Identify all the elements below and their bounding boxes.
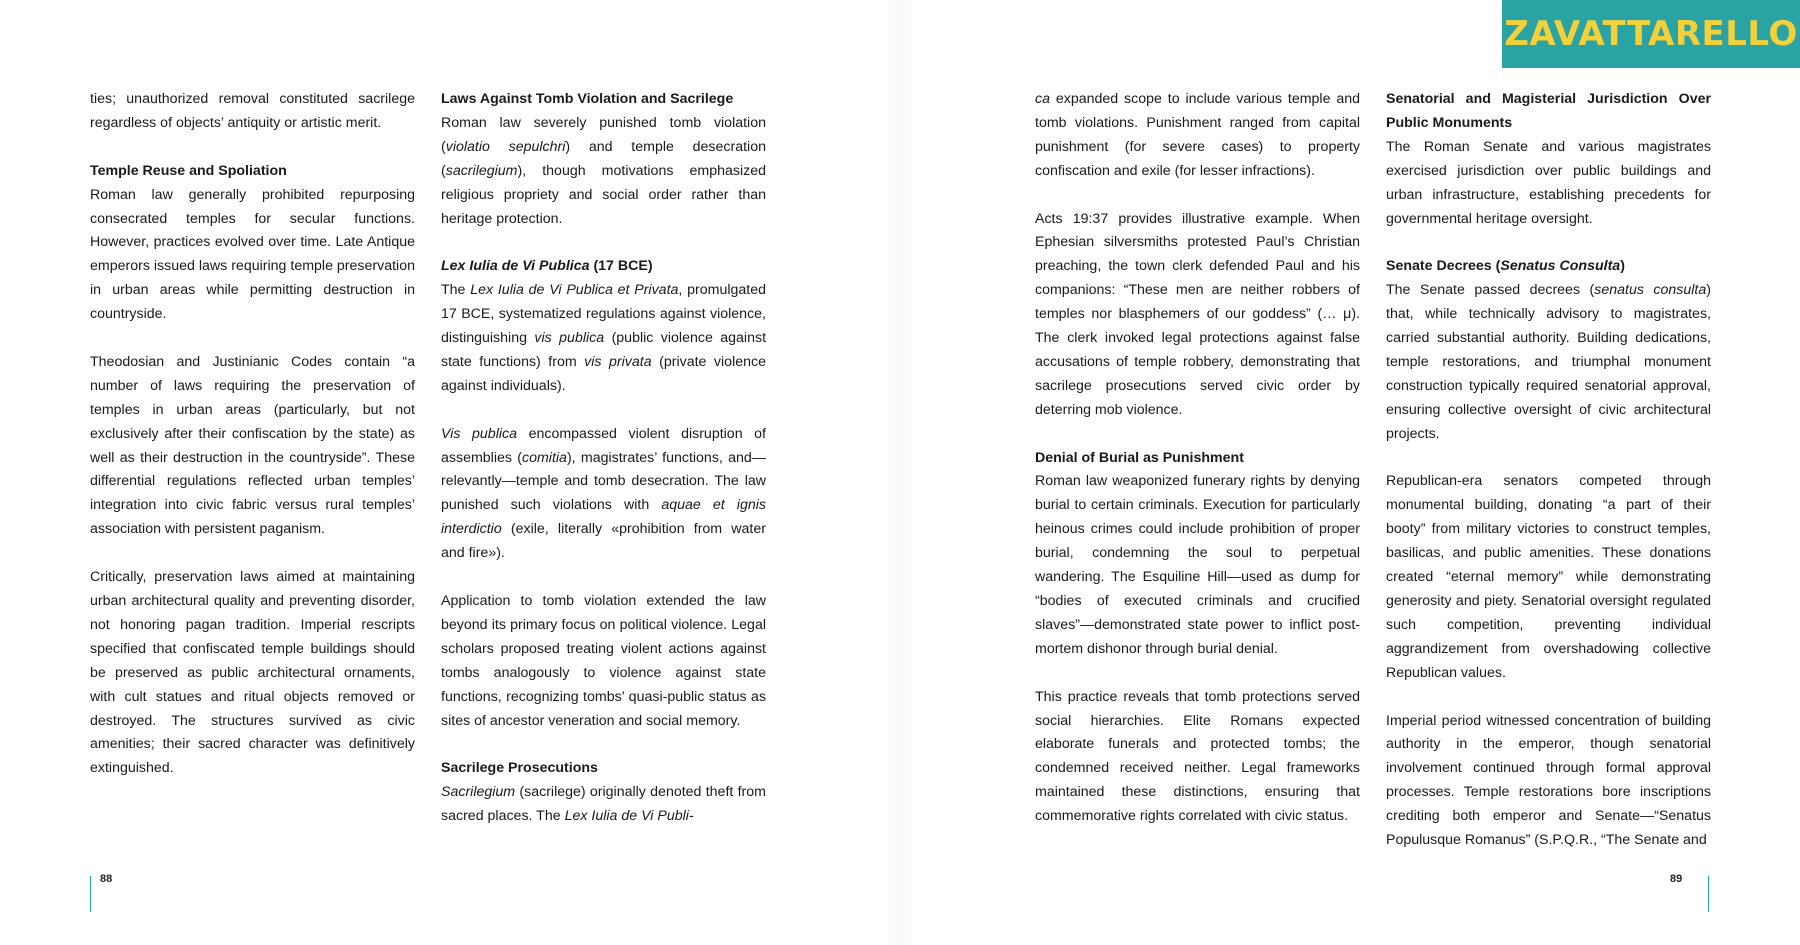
section-heading: Lex Iulia de Vi Publica (17 BCE) (441, 258, 653, 275)
section-heading: Senatorial and Magisterial Jurisdiction Over Public Monuments (1386, 91, 1711, 131)
paragraph: ties; unauthorized removal constituted sacrilege regardless of objects’ antiquity or artistic merit. (90, 91, 415, 131)
paragraph: Critically, preservation laws aimed at maintaining urban architectural quality and preventing disorder, not honoring pagan tradition. Imperial rescripts specified that confiscated temple buildings should be preserved as public architectural ornaments, with cult statues and ritual objects removed or destroyed. The structures survived as civic amenities; their sacred character was definitively extinguished. (90, 569, 415, 777)
paragraph: Imperial period witnessed concentration of building authority in the emperor, though senatorial involvement continued through formal approval processes. Temple restorations bore inscriptions crediting both emperor and Senate—“Senatus Populusque Romanus” (S.P.Q.R., “The Senate and (1386, 712, 1711, 849)
paragraph: Application to tomb violation extended the law beyond its primary focus on political violence. Legal scholars proposed treating violent actions against tombs analogously to violence against state functions, recognizing tombs’ quasi-public status as sites of ancestor veneration and social memory. (441, 592, 766, 729)
paragraph: Republican-era senators competed through monumental building, donating “a part of their booty” from military victories to construct temples, basilicas, and public amenities. These donations created “eternal memory” while demonstrating generosity and piety. Senatorial oversight regulated such competition, preventing individual aggrandizement from overshadowing collective Republican values. (1386, 473, 1711, 681)
right-page (900, 0, 1800, 945)
paragraph: Roman law weaponized funerary rights by denying burial to certain criminals. Execution for particularly heinous crimes could include prohibition of proper burial, condemning the soul to perpetual wandering. The Esquiline Hill—used as dump for “bodies of executed criminals and crucified slaves”—demonstrated state power to inflict post-mortem dishonor through burial denial. (1035, 473, 1360, 657)
page-number: 89 (1670, 873, 1683, 885)
paragraph: The Senate passed decrees (senatus consulta) that, while technically advisory to magistrates, carried substantial authority. Building dedications, temple restorations, and triumphal monument construction typically required senatorial approval, ensuring collective oversight of civic architectural projects. (1386, 282, 1711, 442)
left-column-1 (90, 88, 415, 805)
paragraph: Vis publica encompassed violent disruption of assemblies (comitia), magistrates’ functions, and—relevantly—temple and tomb desecration. The law punished such violations with aquae et ignis interdictio (exile, literally «prohibition from water and fire»). (441, 425, 766, 562)
folio-rule (1708, 876, 1709, 912)
section-heading: Temple Reuse and Spoliation (90, 162, 287, 179)
paragraph: Acts 19:37 provides illustrative example. When Ephesian silversmiths protested Paul’s Christian preaching, the town clerk defended Paul and his companions: “These men are neither robbers of temples nor blasphemers of our goddess” (… μ). The clerk invoked legal protections against false accusations of temple robbery, demonstrating that sacrilege prosecutions served civic order by deterring mob violence. (1035, 210, 1360, 418)
paragraph: ca expanded scope to include various temple and tomb violations. Punishment ranged from capital punishment (for severe cases) to property confiscation and exile (for lesser infractions). (1035, 91, 1360, 179)
right-column-1 (1035, 88, 1360, 853)
section-heading: Laws Against Tomb Violation and Sacrilege (441, 91, 734, 107)
left-column-2 (441, 88, 766, 829)
paragraph: Sacrilegium (sacrilege) originally denoted theft from sacred places. The Lex Iulia de Vi Publi- (441, 784, 766, 825)
paragraph: The Roman Senate and various magistrates exercised jurisdiction over public buildings and urban infrastructure, establishing precedents for governmental heritage oversight. (1386, 138, 1711, 227)
page-number: 88 (100, 873, 113, 885)
brand-logo-text: ZAVATTARELLO (1504, 14, 1798, 54)
paragraph: Theodosian and Justinianic Codes contain “a number of laws requiring the preservation of temples in urban areas (particularly, but not exclusively after their confiscation by the state) as well as their destruction in the countryside”. These differential regulations reflected urban temples’ integration into civic fabric versus rural temples’ association with persistent paganism. (90, 353, 415, 538)
brand-tab (1502, 0, 1800, 68)
paragraph: Roman law generally prohibited repurposing consecrated temples for secular functions. However, practices evolved over time. Late Antique emperors issued laws requiring temple preservation in urban areas while permitting destruction in countryside. (90, 186, 415, 323)
paragraph: Roman law severely punished tomb violation (violatio sepulchri) and temple desecration (sacrilegium), though motivations emphasized religious propriety and social order rather than heritage protection. (441, 114, 766, 227)
folio-rule (90, 876, 91, 912)
section-heading: Senate Decrees (Senatus Consulta) (1386, 258, 1625, 275)
section-heading: Sacrilege Prosecutions (441, 760, 598, 777)
section-heading: Denial of Burial as Punishment (1035, 449, 1244, 466)
right-column-2 (1386, 88, 1711, 853)
gutter-shadow (884, 0, 916, 945)
paragraph: The Lex Iulia de Vi Publica et Privata, promulgated 17 BCE, systematized regulations against violence, distinguishing vis publica (public violence against state functions) from vis privata (private violence against individuals). (441, 282, 767, 394)
paragraph: This practice reveals that tomb protections served social hierarchies. Elite Romans expected elaborate funerals and protected tombs; the condemned received neither. Legal frameworks maintained these distinctions, ensuring that commemorative rights correlated with civic status. (1035, 688, 1360, 825)
